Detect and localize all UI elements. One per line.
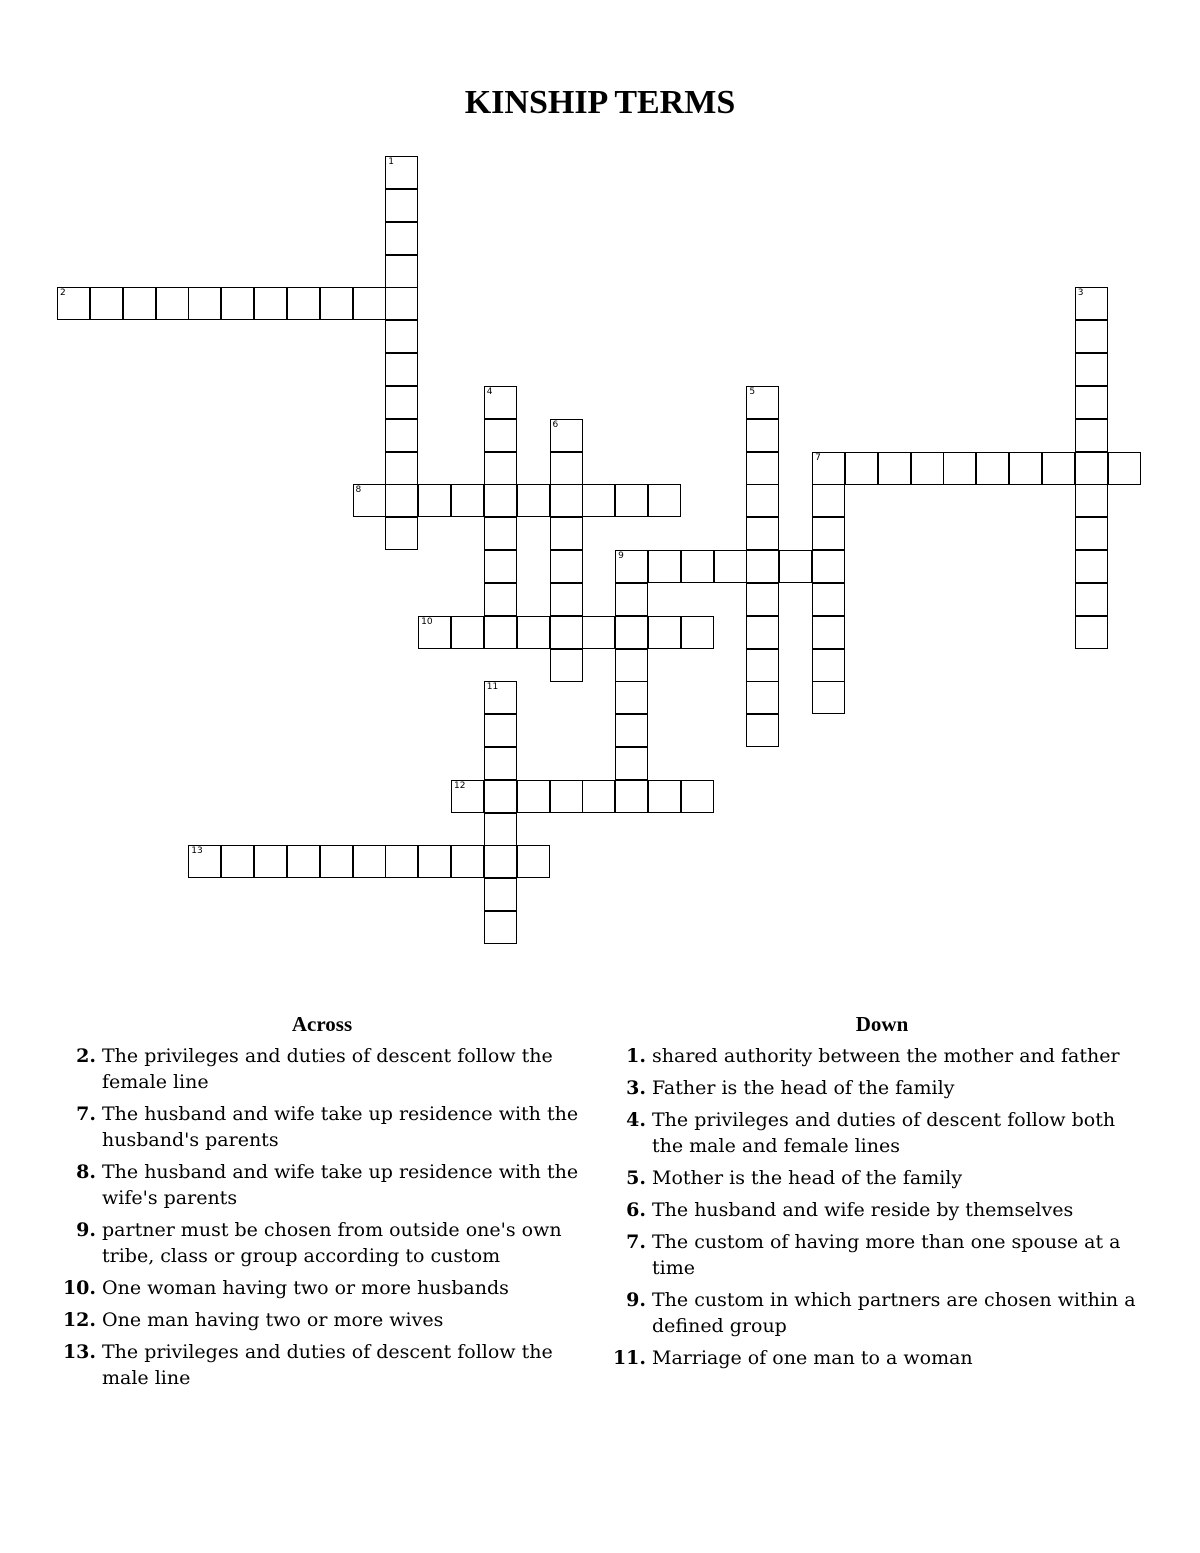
- grid-cell[interactable]: [385, 353, 418, 386]
- grid-cell[interactable]: [812, 484, 845, 517]
- grid-cell[interactable]: [484, 845, 517, 878]
- down-clue: [612, 1197, 1152, 1223]
- grid-cell[interactable]: [812, 583, 845, 616]
- grid-cell[interactable]: [385, 386, 418, 419]
- grid-cell[interactable]: [385, 517, 418, 550]
- grid-cell[interactable]: [1108, 452, 1141, 485]
- grid-cell[interactable]: [812, 452, 845, 485]
- grid-cell[interactable]: [648, 484, 681, 517]
- grid-cell[interactable]: [648, 550, 681, 583]
- grid-cell[interactable]: [681, 780, 714, 813]
- grid-cell[interactable]: [714, 550, 747, 583]
- grid-cell[interactable]: [1075, 583, 1108, 616]
- grid-cell[interactable]: [550, 583, 583, 616]
- down-clue: [612, 1075, 1152, 1101]
- across-clue: [62, 1217, 582, 1269]
- grid-cell[interactable]: [615, 616, 648, 649]
- grid-cell[interactable]: [385, 189, 418, 222]
- grid-cell[interactable]: [451, 845, 484, 878]
- grid-cell[interactable]: [550, 419, 583, 452]
- grid-cell[interactable]: [746, 714, 779, 747]
- grid-cell[interactable]: [320, 845, 353, 878]
- grid-cell[interactable]: [287, 845, 320, 878]
- grid-cell[interactable]: [385, 452, 418, 485]
- grid-cell[interactable]: [451, 616, 484, 649]
- down-clue-list: [612, 1043, 1152, 1371]
- grid-cell[interactable]: [1042, 452, 1075, 485]
- clue-number: 7: [815, 452, 821, 463]
- grid-cell[interactable]: [746, 550, 779, 583]
- grid-cell[interactable]: [746, 484, 779, 517]
- clue-number: 6.: [626, 1199, 646, 1221]
- grid-cell[interactable]: [550, 550, 583, 583]
- grid-cell[interactable]: [451, 484, 484, 517]
- clue-number: 5: [749, 386, 756, 397]
- clue-number: 13: [191, 846, 203, 857]
- grid-cell[interactable]: [550, 452, 583, 485]
- grid-cell[interactable]: [615, 550, 648, 583]
- clue-number: 8.: [76, 1161, 96, 1183]
- clue-number: 7.: [626, 1231, 646, 1253]
- grid-cell[interactable]: [484, 878, 517, 911]
- clue-number: 4.: [626, 1109, 646, 1131]
- clue-text: partner must be chosen from outside one's own tribe, class or group according to custom: [102, 1219, 562, 1267]
- clue-text: The custom of having more than one spouse at a time: [652, 1231, 1121, 1279]
- grid-cell[interactable]: [418, 616, 451, 649]
- grid-cell[interactable]: [582, 616, 615, 649]
- grid-cell[interactable]: [484, 780, 517, 813]
- grid-cell[interactable]: [1075, 452, 1108, 485]
- grid-cell[interactable]: [943, 452, 976, 485]
- down-clue: [612, 1165, 1152, 1191]
- clue-number: 4: [486, 386, 493, 397]
- grid-cell[interactable]: [517, 845, 550, 878]
- grid-cell[interactable]: [746, 419, 779, 452]
- across-clue: [62, 1307, 582, 1333]
- grid-cell[interactable]: [648, 780, 681, 813]
- grid-cell[interactable]: [484, 550, 517, 583]
- grid-cell[interactable]: [385, 222, 418, 255]
- grid-cell[interactable]: [681, 550, 714, 583]
- clue-text: One woman having two or more husbands: [102, 1277, 509, 1299]
- clue-number: 8: [355, 485, 362, 496]
- grid-cell[interactable]: [385, 156, 418, 189]
- grid-cell[interactable]: [812, 517, 845, 550]
- grid-cell[interactable]: [648, 616, 681, 649]
- grid-cell[interactable]: [484, 714, 517, 747]
- grid-cell[interactable]: [484, 452, 517, 485]
- down-clue: [612, 1229, 1152, 1281]
- grid-cell[interactable]: [812, 550, 845, 583]
- grid-cell[interactable]: [353, 484, 386, 517]
- grid-cell[interactable]: [550, 517, 583, 550]
- clue-number: 12.: [62, 1309, 96, 1331]
- clue-number: 13.: [62, 1341, 96, 1363]
- clue-number: 12: [454, 780, 466, 791]
- grid-cell[interactable]: [582, 780, 615, 813]
- grid-cell[interactable]: [484, 911, 517, 944]
- clue-text: shared authority between the mother and father: [652, 1045, 1120, 1067]
- grid-cell[interactable]: [188, 845, 221, 878]
- grid-cell[interactable]: [484, 616, 517, 649]
- grid-cell[interactable]: [385, 320, 418, 353]
- grid-cell[interactable]: [1009, 452, 1042, 485]
- clue-text: The privileges and duties of descent follow both the male and female lines: [652, 1109, 1116, 1157]
- grid-cell[interactable]: [287, 287, 320, 320]
- across-clue: [62, 1339, 582, 1391]
- grid-cell[interactable]: [550, 649, 583, 682]
- clue-number: 10: [421, 616, 433, 627]
- grid-cell[interactable]: [779, 550, 812, 583]
- grid-cell[interactable]: [57, 287, 90, 320]
- clue-text: The husband and wife reside by themselves: [652, 1199, 1074, 1221]
- grid-cell[interactable]: [353, 845, 386, 878]
- across-clue: [62, 1043, 582, 1095]
- down-clue: [612, 1043, 1152, 1069]
- clue-number: 10.: [62, 1277, 96, 1299]
- grid-cell[interactable]: [484, 747, 517, 780]
- clue-number: 2: [60, 288, 66, 299]
- clue-text: One man having two or more wives: [102, 1309, 444, 1331]
- down-heading: Down: [855, 1012, 909, 1036]
- grid-cell[interactable]: [550, 484, 583, 517]
- grid-cell[interactable]: [1075, 616, 1108, 649]
- grid-cell[interactable]: [123, 287, 156, 320]
- clue-number: 9: [618, 551, 624, 561]
- grid-cell[interactable]: [746, 681, 779, 714]
- grid-cell[interactable]: [812, 649, 845, 682]
- grid-cell[interactable]: [418, 845, 451, 878]
- across-clue: [62, 1101, 582, 1153]
- clue-number: 1: [388, 157, 395, 167]
- grid-cell[interactable]: [221, 287, 254, 320]
- grid-cell[interactable]: [615, 583, 648, 616]
- grid-cell[interactable]: [746, 386, 779, 419]
- down-clue: [612, 1345, 1152, 1371]
- grid-cell[interactable]: [385, 484, 418, 517]
- grid-cell[interactable]: [517, 616, 550, 649]
- clue-number: 9.: [626, 1289, 646, 1311]
- grid-cell[interactable]: [221, 845, 254, 878]
- grid-cell[interactable]: [746, 649, 779, 682]
- clue-text: The custom in which partners are chosen within a defined group: [652, 1289, 1136, 1337]
- clue-number: 7.: [76, 1103, 96, 1125]
- across-heading: Across: [291, 1012, 353, 1036]
- grid-cell[interactable]: [156, 287, 189, 320]
- clue-text: The husband and wife take up residence with the husband's parents: [102, 1103, 579, 1151]
- clue-number: 11: [486, 682, 499, 693]
- grid-cell[interactable]: [484, 419, 517, 452]
- grid-cell[interactable]: [746, 517, 779, 550]
- grid-cell[interactable]: [746, 616, 779, 649]
- grid-cell[interactable]: [911, 452, 944, 485]
- grid-cell[interactable]: [451, 780, 484, 813]
- grid-cell[interactable]: [615, 649, 648, 682]
- clue-text: The privileges and duties of descent follow the male line: [102, 1341, 553, 1389]
- clue-text: Mother is the head of the family: [652, 1167, 963, 1189]
- grid-cell[interactable]: [385, 255, 418, 288]
- clue-text: Marriage of one man to a woman: [652, 1347, 973, 1369]
- clue-number: 6: [552, 419, 559, 430]
- grid-cell[interactable]: [484, 681, 517, 714]
- grid-cell[interactable]: [418, 484, 451, 517]
- clue-text: The privileges and duties of descent follow the female line: [102, 1045, 553, 1093]
- down-clues: [612, 1012, 1152, 1377]
- grid-cell[interactable]: [385, 287, 418, 320]
- across-clues: [62, 1012, 582, 1397]
- grid-cell[interactable]: [615, 681, 648, 714]
- grid-cell[interactable]: [1075, 550, 1108, 583]
- clue-text: Father is the head of the family: [652, 1077, 955, 1099]
- grid-cell[interactable]: [746, 452, 779, 485]
- grid-cell[interactable]: [254, 845, 287, 878]
- grid-cell[interactable]: [90, 287, 123, 320]
- grid-cell[interactable]: [976, 452, 1009, 485]
- grid-cell[interactable]: [615, 714, 648, 747]
- down-clue: [612, 1107, 1152, 1159]
- grid-cell[interactable]: [517, 484, 550, 517]
- across-clue-list: [62, 1043, 582, 1391]
- grid-cell[interactable]: [1075, 517, 1108, 550]
- grid-cell[interactable]: [517, 780, 550, 813]
- grid-cell[interactable]: [385, 419, 418, 452]
- grid-cell[interactable]: [615, 780, 648, 813]
- grid-cell[interactable]: [385, 845, 418, 878]
- grid-cell[interactable]: [878, 452, 911, 485]
- grid-cell[interactable]: [1075, 287, 1108, 320]
- across-clue: [62, 1159, 582, 1211]
- grid-cell[interactable]: [254, 287, 287, 320]
- grid-cell[interactable]: [812, 616, 845, 649]
- clue-number: 5.: [626, 1167, 646, 1189]
- grid-cell[interactable]: [615, 747, 648, 780]
- grid-cell[interactable]: [1075, 419, 1108, 452]
- grid-cell[interactable]: [484, 517, 517, 550]
- grid-cell[interactable]: [1075, 484, 1108, 517]
- down-clue: [612, 1287, 1152, 1339]
- clue-number: 3.: [626, 1077, 646, 1099]
- grid-cell[interactable]: [681, 616, 714, 649]
- grid-cell[interactable]: [615, 484, 648, 517]
- grid-cell[interactable]: [1075, 353, 1108, 386]
- grid-cell[interactable]: [812, 681, 845, 714]
- clue-text: The husband and wife take up residence with the wife's parents: [102, 1161, 579, 1209]
- page-title: KINSHIP TERMS: [464, 84, 736, 121]
- grid-cell[interactable]: [1075, 386, 1108, 419]
- grid-cell[interactable]: [1075, 320, 1108, 353]
- across-clue: [62, 1275, 582, 1301]
- grid-cell[interactable]: [582, 484, 615, 517]
- grid-cell[interactable]: [845, 452, 878, 485]
- grid-cell[interactable]: [484, 386, 517, 419]
- clue-number: 3: [1077, 288, 1084, 299]
- grid-cell[interactable]: [484, 583, 517, 616]
- clue-number: 1.: [626, 1045, 646, 1067]
- grid-cell[interactable]: [188, 287, 221, 320]
- grid-cell[interactable]: [484, 484, 517, 517]
- grid-cell[interactable]: [746, 583, 779, 616]
- clue-number: 2.: [76, 1045, 96, 1067]
- grid-cell[interactable]: [550, 616, 583, 649]
- grid-cell[interactable]: [484, 813, 517, 846]
- clue-number: 11.: [612, 1347, 646, 1369]
- grid-cell[interactable]: [353, 287, 386, 320]
- clue-number: 9.: [76, 1219, 96, 1241]
- grid-cell[interactable]: [550, 780, 583, 813]
- grid-cell[interactable]: [320, 287, 353, 320]
